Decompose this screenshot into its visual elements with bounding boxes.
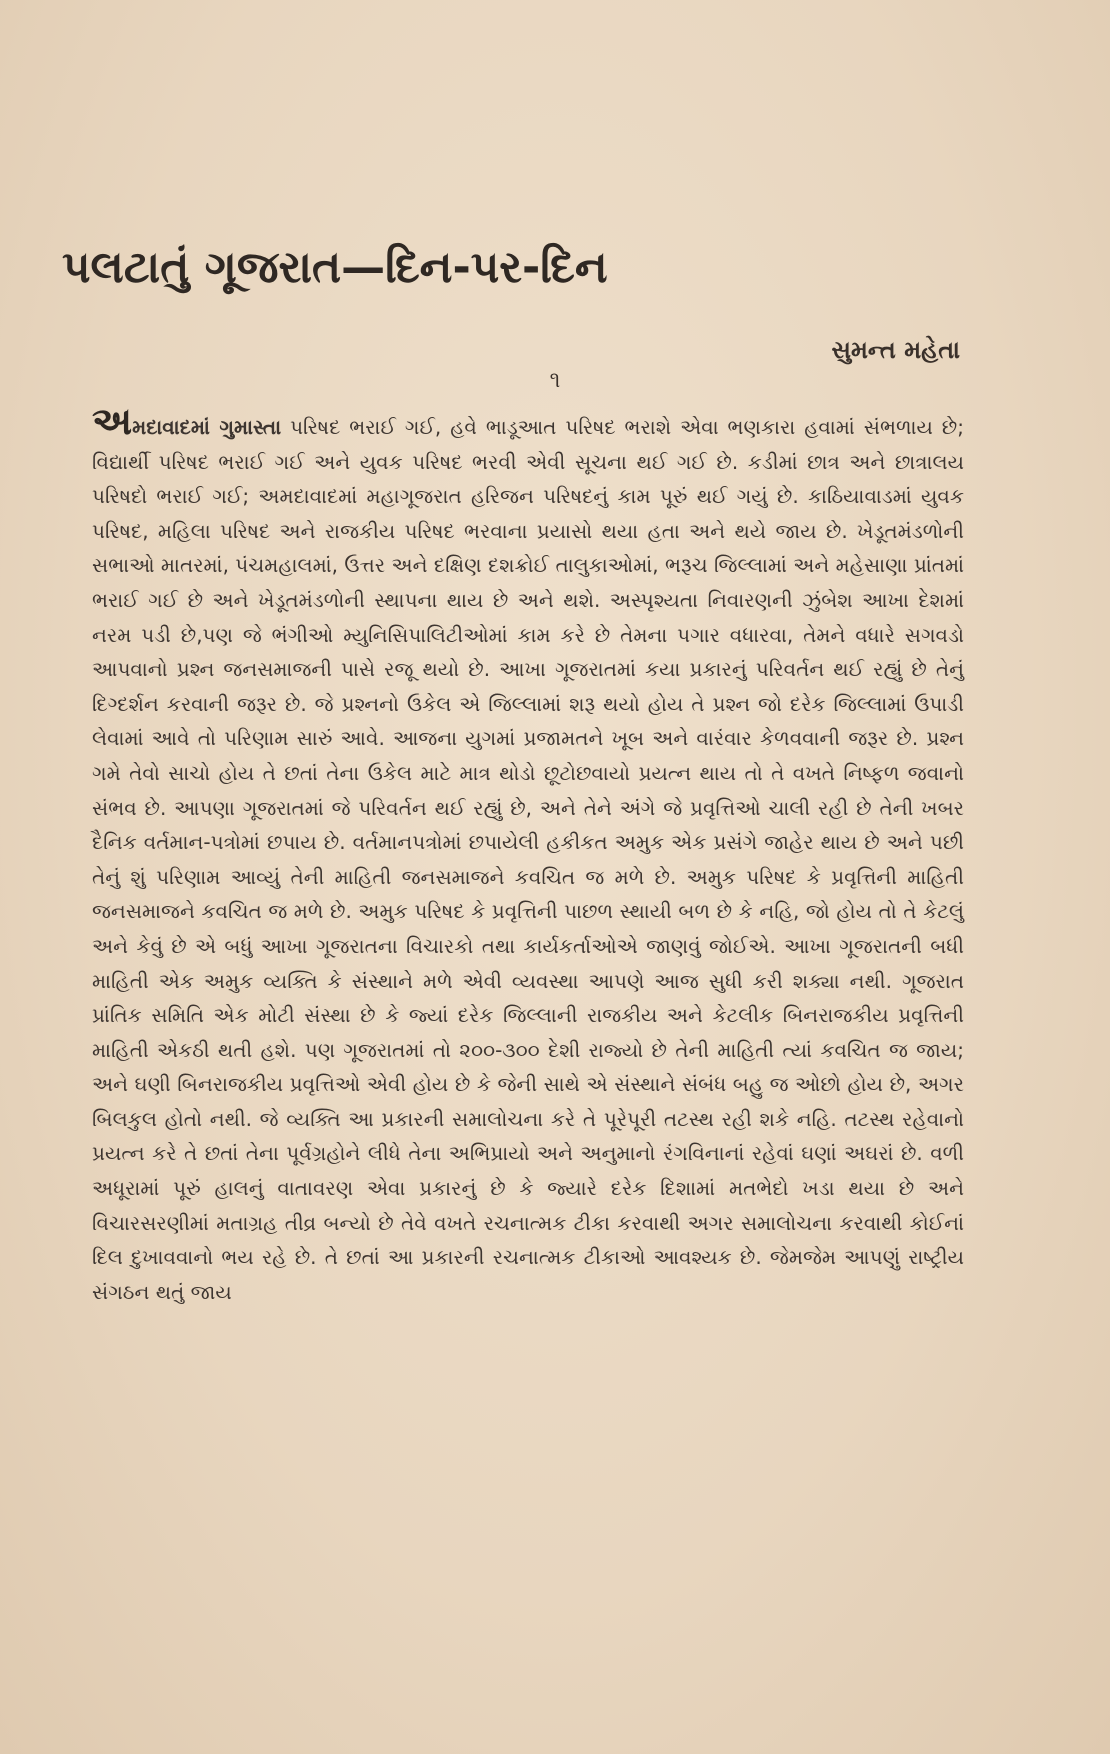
article-body [92, 399, 965, 1309]
article-title: પલટાતું ગૂજરાત—દિન-પર-દિન [62, 242, 608, 293]
body-text: પરિષદ ભરાઈ ગઈ, હવે ભાડૂઆત પરિષદ ભરાશે એવા ભણકારા હવામાં સંભળાય છે; વિદ્યાર્થી પરિષદ ભરાઈ ગઈ અને યુવક પરિષદ ભરવી એવી સૂચના થઈ ગઈ છે. કડીમાં છાત્ર અને છાત્રાલય પરિષદો ભરાઈ ગઈ; અમદાવાદમાં મહાગૂજરાત હરિજન પરિષદનું કામ પૂરું થઈ ગયું છે. કાઠિયાવાડમાં યુવક પરિષદ, મહિલા પરિષદ અને રાજકીય પરિષદ ભરવાના પ્રયાસો થયા હતા અને થયે જાય છે. ખેડૂતમંડળોની સભાઓ માતરમાં, પંચમહાલમાં, ઉત્તર અને દક્ષિણ દશક્રોઈ તાલુકાઓમાં, ભરૂચ જિલ્લામાં અને મહેસાણા પ્રાંતમાં ભરાઈ ગઈ છે અને ખેડૂતમંડળોની સ્થાપના થાય છે અને થશે. અસ્પૃશ્યતા નિવારણની ઝુંબેશ આખા દેશમાં નરમ પડી છે,પણ જે ભંગીઓ મ્યુનિસિપાલિટીઓમાં કામ કરે છે તેમના પગાર વધારવા, તેમને વધારે સગવડો આપવાનો પ્રશ્ન જનસમાજની પાસે રજૂ થયો છે. આખા ગૂજરાતમાં કયા પ્રકારનું પરિવર્તન થઈ રહ્યું છે તેનું દિગ્દર્શન કરવાની જરૂર છે. જે પ્રશ્નનો ઉકેલ એ જિલ્લામાં શરૂ થયો હોય તે પ્રશ્ન જો દરેક જિલ્લામાં ઉપાડી લેવામાં આવે તો પરિણામ સારું આવે. આજના યુગમાં પ્રજામતને ખૂબ અને વારંવાર કેળવવાની જરૂર છે. પ્રશ્ન ગમે તેવો સાચો હોય તે છતાં તેના ઉકેલ માટે માત્ર થોડો છૂટોછવાયો પ્રયત્ન થાય તો તે વખતે નિષ્ફળ જવાનો સંભવ છે. આપણા ગૂજરાતમાં જે પરિવર્તન થઈ રહ્યું છે, અને તેને અંગે જે પ્રવૃત્તિઓ ચાલી રહી છે તેની ખબર દૈનિક વર્તમાન-પત્રોમાં છપાય છે. વર્તમાનપત્રોમાં છપાયેલી હકીકત અમુક એક પ્રસંગે જાહેર થાય છે અને પછી તેનું શું પરિણામ આવ્યું તેની માહિતી જનસમાજને કવચિત જ મળે છે. અમુક પરિષદ કે પ્રવૃત્તિની માહિતી જનસમાજને કવચિત જ મળે છે. અમુક પરિષદ કે પ્રવૃત્તિની પાછળ સ્થાયી બળ છે કે નહિ, જો હોય તો તે કેટલું અને કેવું છે એ બધું આખા ગૂજરાતના વિચારકો તથા કાર્યકર્તાઓએ જાણવું જોઈએ. આખા ગૂજરાતની બધી માહિતી એક અમુક વ્યક્તિ કે સંસ્થાને મળે એવી વ્યવસ્થા આપણે આજ સુધી કરી શક્યા નથી. ગૂજરાત પ્રાંતિક સમિતિ એક મોટી સંસ્થા છે કે જ્યાં દરેક જિલ્લાની રાજકીય અને કેટલીક બિનરાજકીય પ્રવૃત્તિની માહિતી એકઠી થતી હશે. પણ ગૂજરાતમાં તો ૨૦૦-૩૦૦ દેશી રાજ્યો છે તેની માહિતી ત્યાં કવચિત જ જાય; અને ઘણી બિનરાજકીય પ્રવૃત્તિઓ એવી હોય છે કે જેની સાથે એ સંસ્થાને સંબંધ બહુ જ ઓછો હોય છે, અગર બિલકુલ હોતો નથી. જે વ્યક્તિ આ પ્રકારની સમાલોચના કરે તે પૂરેપૂરી તટસ્થ રહી શકે નહિ. તટસ્થ રહેવાનો પ્રયત્ન કરે તે છતાં તેના પૂર્વગ્રહોને લીધે તેના અભિપ્રાયો અને અનુમાનો રંગવિનાનાં રહેવાં ઘણાં અઘરાં છે. વળી અધૂરામાં પૂરું હાલનું વાતાવરણ એવા પ્રકારનું છે કે જ્યારે દરેક દિશામાં મતભેદો ખડા થયા છે અને વિચારસરણીમાં મતાગ્રહ તીવ્ર બન્યો છે તેવે વખતે રચનાત્મક ટીકા કરવાથી અગર સમાલોચના કરવાથી કોઈનાં દિલ દુખાવવાનો ભય રહે છે. તે છતાં આ પ્રકારની રચનાત્મક ટીકાઓ આવશ્યક છે. જેમજેમ આપણું રાષ્ટ્રીય સંગઠન થતું જાય [92, 415, 965, 1304]
lead-words: મદાવાદમાં ગુમાસ્તા [132, 415, 282, 439]
section-number: ૧ [549, 368, 561, 393]
drop-cap: અ [92, 399, 133, 443]
article-author: સુમન્ત મહેતા [831, 336, 960, 364]
